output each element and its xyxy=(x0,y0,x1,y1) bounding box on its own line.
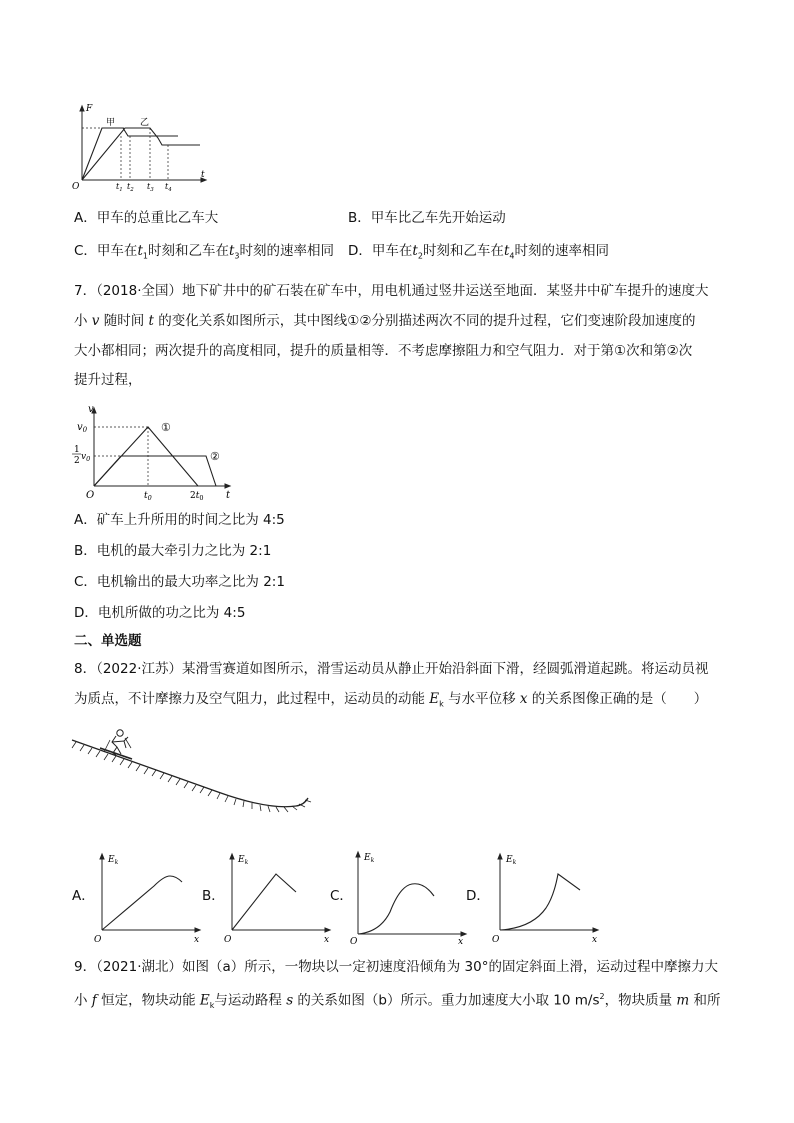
q8-c-origin: O xyxy=(350,937,358,947)
q7-option-c[interactable]: C．电机输出的最大功率之比为 2:1 xyxy=(74,574,285,590)
q6-option-c[interactable]: C．甲车在$t_1$时刻和乙车在$t_3$时刻的速率相同 xyxy=(74,243,334,261)
q7-tick-half-num: 1 xyxy=(74,445,80,455)
q8-graph-a[interactable] xyxy=(94,848,209,944)
q8-d-origin: O xyxy=(492,935,500,945)
q8-c-y-label: $E_k$ xyxy=(364,853,375,864)
q6-label-yi: 乙 xyxy=(140,118,150,128)
q8-graph-d[interactable] xyxy=(492,848,612,944)
q8-graph-c[interactable] xyxy=(350,848,474,947)
q7-stem-line4: 提升过程， xyxy=(74,372,142,388)
skier-icon xyxy=(100,730,132,759)
q8-option-c-label[interactable]: C． xyxy=(330,888,353,904)
q7-y-label: v xyxy=(88,404,94,415)
q7-velocity-time-graph xyxy=(70,402,240,502)
q6-label-jia: 甲 xyxy=(106,118,116,128)
q6-force-time-graph xyxy=(70,100,210,192)
q6-tick-t3: $t_3$ xyxy=(147,182,154,193)
q7-curve-2-label: ② xyxy=(210,450,220,463)
q8-b-y-label: $E_k$ xyxy=(238,855,249,866)
q9-stem-line1: 9．（2021·湖北）如图（a）所示，一物块以一定初速度沿倾角为 30°的固定斜面上滑，运动过程中摩擦力大 xyxy=(74,959,718,975)
q8-b-origin: O xyxy=(224,935,232,945)
q6-option-d[interactable]: D．甲车在$t_2$时刻和乙车在$t_4$时刻的速率相同 xyxy=(348,243,609,261)
q7-stem-line2: 小 v 随时间 t 的变化关系如图所示，其中图线①②分别描述两次不同的提升过程，它们变速阶段加速度的 xyxy=(74,313,696,329)
q6-option-b[interactable]: B．甲车比乙车先开始运动 xyxy=(348,210,506,226)
q6-y-label: F xyxy=(86,104,93,114)
q7-tick-v0: $v_0$ xyxy=(77,422,88,434)
q8-option-a-label[interactable]: A． xyxy=(72,888,95,904)
q7-curve-2 xyxy=(94,456,216,486)
q8-stem-line2: 为质点，不计摩擦力及空气阻力，此过程中，运动员的动能 $E_k$ 与水平位移 x 的关系图像正确的是（ ） xyxy=(74,691,708,709)
q6-origin: O xyxy=(72,182,80,192)
q8-b-x-label: x xyxy=(324,935,330,945)
q6-tick-t4: $t_4$ xyxy=(165,182,172,193)
q8-a-x-label: x xyxy=(194,935,200,945)
q8-c-x-label: x xyxy=(458,937,464,947)
q6-x-label: t xyxy=(201,170,205,180)
q8-a-y-label: $E_k$ xyxy=(108,855,119,866)
q7-origin: O xyxy=(86,490,95,501)
q6-option-a[interactable]: A．甲车的总重比乙车大 xyxy=(74,210,219,226)
q7-option-a[interactable]: A．矿车上升所用的时间之比为 4:5 xyxy=(74,512,285,528)
q8-stem-line1: 8．（2022·江苏）某滑雪赛道如图所示，滑雪运动员从静止开始沿斜面下滑，经圆弧滑道起跳。将运动员视 xyxy=(74,661,709,677)
q7-tick-t0: $t_0$ xyxy=(144,491,152,502)
q7-x-label: t xyxy=(226,490,231,501)
q7-stem-line1: 7．（2018·全国）地下矿井中的矿石装在矿车中，用电机通过竖井运送至地面．某竖井中矿车提升的速度大 xyxy=(74,283,709,299)
q7-option-b[interactable]: B．电机的最大牵引力之比为 2:1 xyxy=(74,543,272,559)
q7-stem-line3: 大小都相同；两次提升的高度相同，提升的质量相等．不考虑摩擦阻力和空气阻力．对于第①次和第②次 xyxy=(74,343,693,359)
q8-d-x-label: x xyxy=(592,935,598,945)
q8-graph-b[interactable] xyxy=(224,848,339,944)
q9-stem-line2: 小 f 恒定，物块动能 $E_k$与运动路程 s 的关系如图（b）所示。重力加速度大小取 10 $m/s^2$，物块质量 m 和所 xyxy=(74,992,721,1011)
q7-tick-half-den: 2 xyxy=(74,456,80,466)
q8-option-d-label[interactable]: D． xyxy=(466,888,490,904)
q7-tick-half-v0: $v_0$ xyxy=(81,452,91,463)
q6-tick-t2: $t_2$ xyxy=(127,182,134,193)
q8-ski-slope-figure xyxy=(68,728,318,838)
q8-a-origin: O xyxy=(94,935,102,945)
section-heading-single-choice: 二、单选题 xyxy=(74,633,142,649)
q7-curve-1-label: ① xyxy=(161,421,171,434)
q8-option-b-label[interactable]: B． xyxy=(202,888,225,904)
q6-tick-t1: $t_1$ xyxy=(116,182,123,193)
q8-d-y-label: $E_k$ xyxy=(506,855,517,866)
q7-option-d[interactable]: D．电机所做的功之比为 4:5 xyxy=(74,605,246,621)
q7-tick-2t0: $2t_0$ xyxy=(190,491,204,502)
